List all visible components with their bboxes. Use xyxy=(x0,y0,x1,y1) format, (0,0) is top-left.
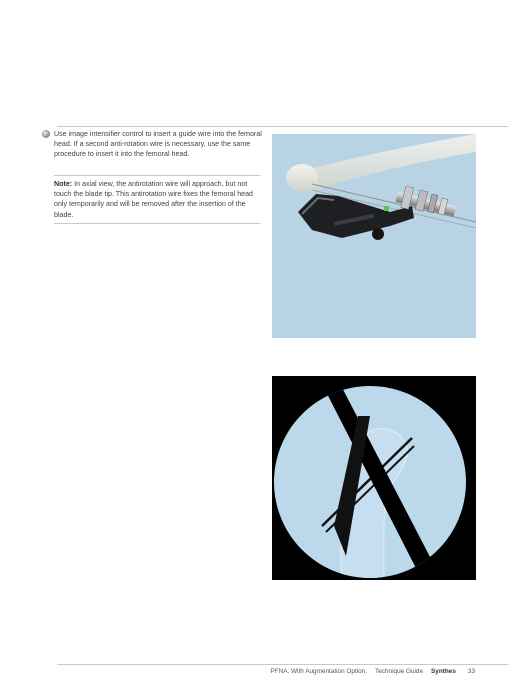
instrument-photo xyxy=(272,134,476,338)
note-divider-bottom xyxy=(54,223,260,224)
note-block xyxy=(54,179,264,220)
footer-title: PFNA. With Augmentation Option. xyxy=(270,668,368,675)
xray-illustration xyxy=(272,376,476,580)
page-footer xyxy=(0,668,475,675)
step-bullet-icon xyxy=(42,130,50,138)
note-divider-top xyxy=(54,175,260,176)
top-divider xyxy=(57,126,508,127)
footer-brand: Synthes xyxy=(431,668,456,675)
page-number: 33 xyxy=(467,668,475,675)
note-label: Note: xyxy=(54,180,73,188)
instrument-illustration xyxy=(272,134,476,338)
xray-image xyxy=(272,376,476,580)
note-text: In axial view, the antirotation wire will approach, but not touch the blade tip. This antirotation wire fixes the femoral head only temporarily and will be removed after the insertion of the blade. xyxy=(54,180,254,219)
footer-subtitle: Technique Guide xyxy=(375,668,424,675)
step-instruction xyxy=(54,129,266,160)
step-text: Use image intensifier control to insert a guide wire into the femoral head. If a second anti-rotation wire is necessary, use the same procedure to insert it into the femoral head. xyxy=(54,130,262,159)
footer-divider xyxy=(57,664,508,665)
